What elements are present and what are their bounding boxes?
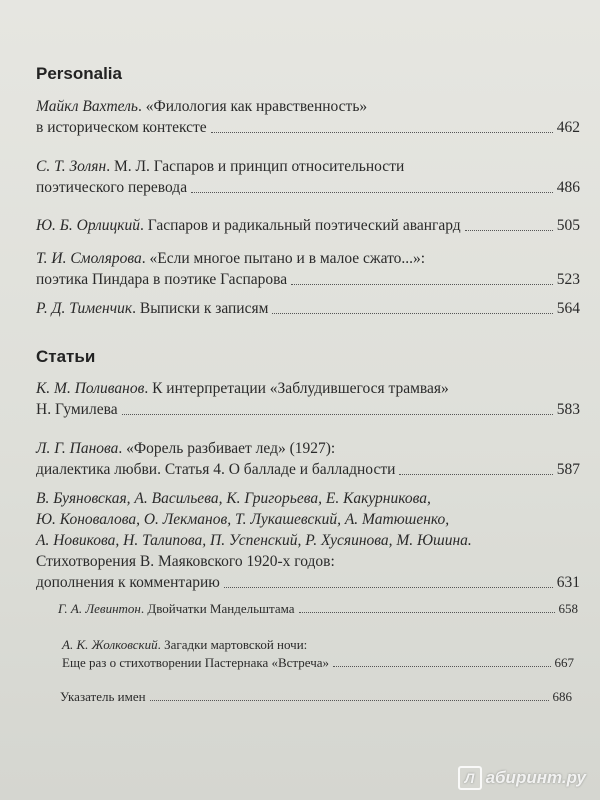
leader-dots <box>272 312 552 314</box>
labirint-watermark <box>458 766 586 790</box>
entry-author: Л. Г. Панова <box>36 440 119 457</box>
labirint-logo-icon: Л <box>458 766 482 790</box>
page-number: 686 <box>552 689 572 704</box>
entry-author: Т. И. Смолярова <box>36 250 142 267</box>
leader-dots <box>333 665 550 667</box>
entry-author: Г. А. Левинтон <box>58 601 141 616</box>
page-number: 587 <box>556 461 580 478</box>
toc-entry-vakhtel: Майкл Вахтель. «Филология как нравственность» в историческом контексте 462 <box>36 98 580 136</box>
page-number: 462 <box>556 119 580 136</box>
leader-dots <box>211 131 553 133</box>
entry-author: Ю. Б. Орлицкий <box>36 217 141 234</box>
page-number: 667 <box>554 655 574 670</box>
leader-dots <box>224 586 553 588</box>
entry-title-line: К интерпретации «Заблудившегося трамвая» <box>152 380 449 397</box>
leader-dots <box>399 473 552 475</box>
entry-title-line: М. Л. Гаспаров и принцип относительности <box>113 158 405 175</box>
page-number: 583 <box>556 401 580 418</box>
toc-entry-zholkovsky: А. К. Жолковский. Загадки мартовской ночи: Еще раз о стихотворении Пастернака «Встреча» 667 <box>62 637 574 670</box>
page-number: 631 <box>556 574 580 591</box>
entry-title-line: Н. Гумилева <box>36 401 118 418</box>
entry-title-line: диалектика любви. Статья 4. О балладе и балладности <box>36 461 396 478</box>
leader-dots <box>150 699 549 701</box>
entry-author: Майкл Вахтель <box>36 98 138 115</box>
leader-dots <box>191 191 553 193</box>
entry-author: К. М. Поливанов <box>36 380 145 397</box>
entry-title-line: Гаспаров и радикальный поэтический авангард <box>147 217 461 234</box>
entry-author: С. Т. Золян <box>36 158 107 175</box>
entry-title-line: в историческом контексте <box>36 119 207 136</box>
entry-title-line: поэтика Пиндара в поэтике Гаспарова <box>36 271 288 288</box>
leader-dots <box>291 283 553 285</box>
entry-author: А. К. Жолковский <box>62 637 158 652</box>
entry-title-line: Загадки мартовской ночи: <box>164 637 308 652</box>
page-number: 564 <box>556 300 580 317</box>
toc-entry-timenchik: Р. Д. Тименчик. Выписки к записям 564 <box>36 300 580 317</box>
entry-title-line: «Если многое пытано и в малое сжато...»: <box>149 250 426 267</box>
toc-entry-orlitsky: Ю. Б. Орлицкий. Гаспаров и радикальный поэтический авангард 505 <box>36 217 580 234</box>
page-number: 486 <box>556 179 580 196</box>
section-title-personalia: Personalia <box>36 64 122 83</box>
watermark-text: абиринт.ру <box>485 768 586 787</box>
entry-title-line: дополнения к комментарию <box>36 574 220 591</box>
entry-authors-line: В. Буяновская, А. Васильева, К. Григорьева, Е. Какурникова, <box>36 490 431 507</box>
entry-title-line: Стихотворения В. Маяковского 1920-х годов: <box>36 553 335 570</box>
index-label: Указатель имен <box>60 689 146 704</box>
section-title-articles: Статьи <box>36 347 96 366</box>
entry-authors-line: Ю. Коновалова, О. Лекманов, Т. Лукашевский, А. Матюшенко, <box>36 511 450 528</box>
entry-title-line: «Форель разбивает лед» (1927): <box>126 440 336 457</box>
toc-entry-smolyarova: Т. И. Смолярова. «Если многое пытано и в малое сжато...»: поэтика Пиндара в поэтике Гаспарова 523 <box>36 250 580 288</box>
entry-title-line: поэтического перевода <box>36 179 188 196</box>
page-number: 505 <box>556 217 580 234</box>
toc-entry-mayakovsky-collective <box>36 488 580 593</box>
toc-entry-levinton: Г. А. Левинтон. Двойчатки Мандельштама 658 <box>58 601 578 616</box>
entry-title-line: Выписки к записям <box>139 300 269 317</box>
entry-authors-line: А. Новикова, Н. Талипова, П. Успенский, Р. Хусяинова, М. Юшина. <box>36 532 472 549</box>
toc-entry-polivanov: К. М. Поливанов. К интерпретации «Заблудившегося трамвая» Н. Гумилева 583 <box>36 380 580 418</box>
leader-dots <box>122 413 553 415</box>
page-number: 523 <box>556 271 580 288</box>
entry-author: Р. Д. Тименчик <box>36 300 133 317</box>
entry-title-line: «Филология как нравственность» <box>145 98 368 115</box>
leader-dots <box>299 611 555 613</box>
toc-entry-index <box>60 688 572 706</box>
entry-title-line: Двойчатки Мандельштама <box>147 601 295 616</box>
toc-entry-panova: Л. Г. Панова. «Форель разбивает лед» (1927): диалектика любви. Статья 4. О балладе и балладности 587 <box>36 440 580 478</box>
leader-dots <box>465 229 553 231</box>
page-number: 658 <box>558 601 578 616</box>
toc-entry-zolyan: С. Т. Золян. М. Л. Гаспаров и принцип относительности поэтического перевода 486 <box>36 158 580 196</box>
entry-title-line: Еще раз о стихотворении Пастернака «Встреча» <box>62 655 330 670</box>
